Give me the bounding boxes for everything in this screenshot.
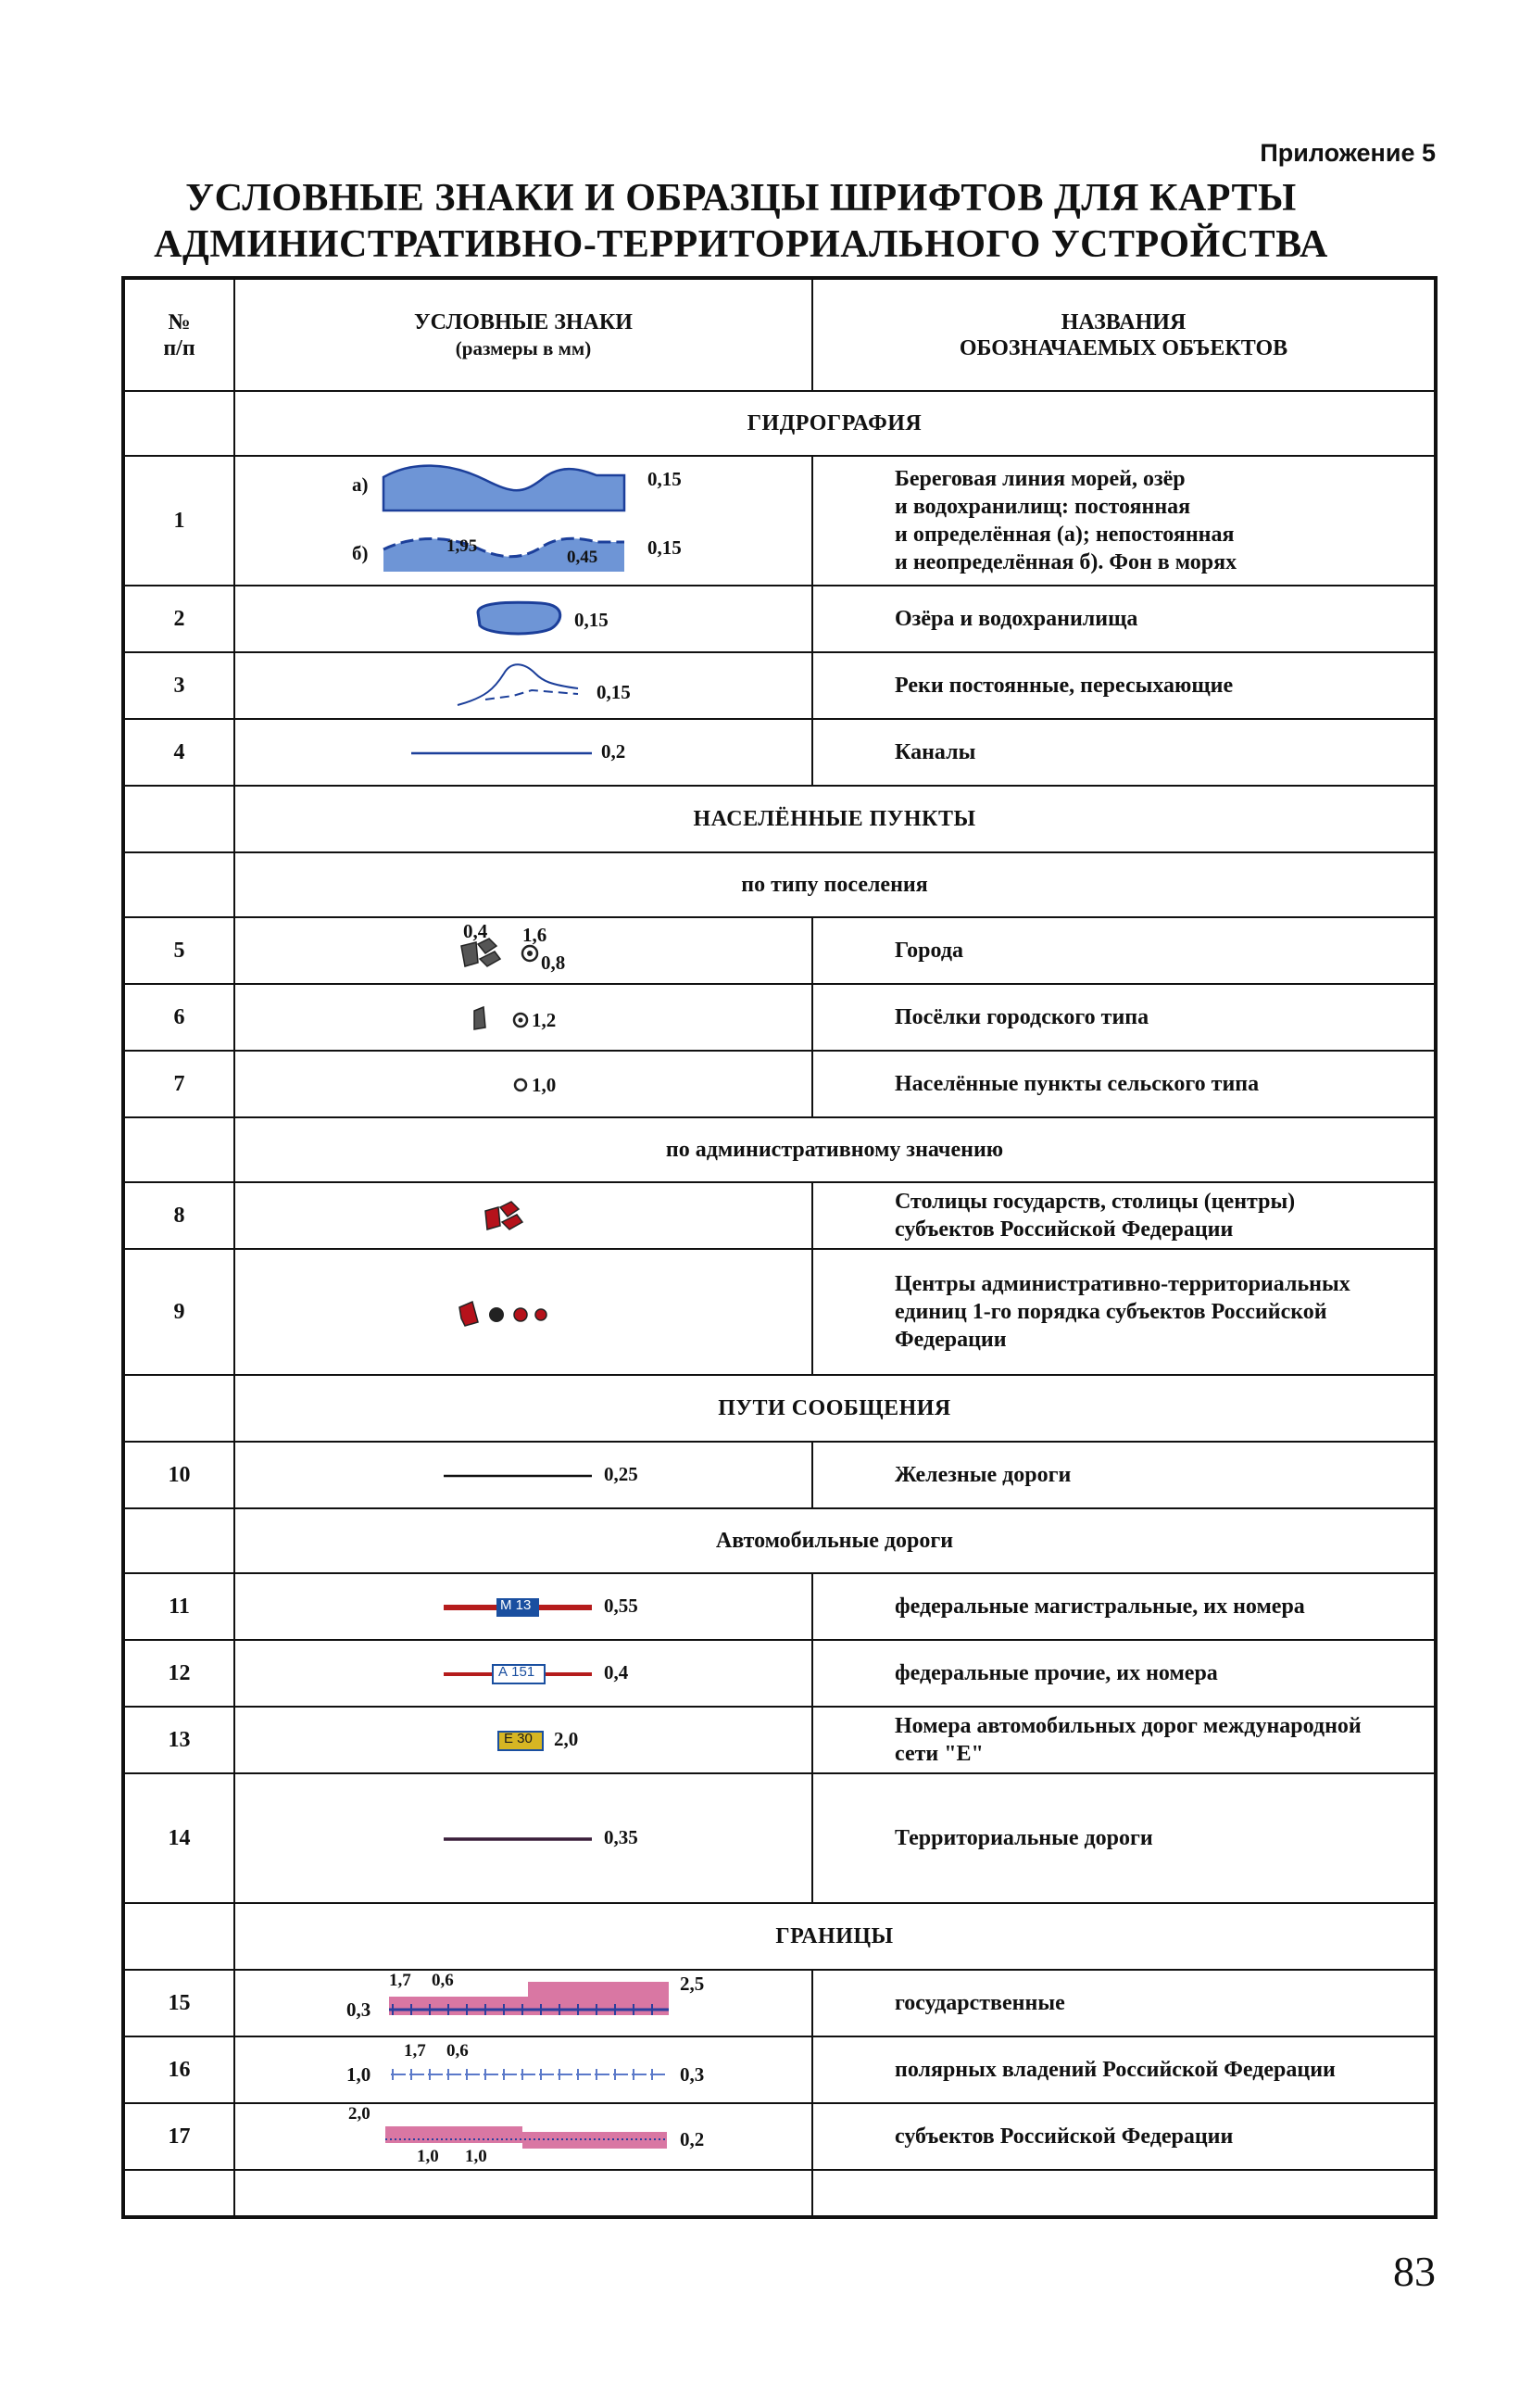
row-number: 17: [123, 2103, 234, 2170]
subsection-roads: Автомобильные дороги: [234, 1508, 1436, 1573]
label-band-width: 2,0: [348, 2104, 370, 2124]
table-row: [123, 1640, 1436, 1707]
row-number: 14: [123, 1773, 234, 1903]
lake-symbol: [235, 586, 811, 653]
name-lake: Озёра и водохранилища: [812, 586, 1436, 652]
label-width-b: 0,15: [647, 536, 682, 559]
name-coastline: [812, 456, 1436, 586]
symbol-capital: [234, 1182, 812, 1249]
label-dash: 1,7: [404, 2041, 426, 2061]
page-title-line2: АДМИНИСТРАТИВНО-ТЕРРИТОРИАЛЬНОГО УСТРОЙСТВА: [154, 223, 1328, 266]
name-subject-border: субъектов Российской Федерации: [812, 2103, 1436, 2170]
name-capital: [812, 1182, 1436, 1249]
polar-border-symbol: [235, 2037, 811, 2104]
table-row: [123, 1573, 1436, 1640]
empty-cell: [123, 1508, 234, 1573]
table-row: [123, 1182, 1436, 1249]
row-number: 9: [123, 1249, 234, 1375]
symbol-polar-border: [234, 2036, 812, 2103]
row-number: 3: [123, 652, 234, 719]
row-number: 4: [123, 719, 234, 786]
label-width: 0,55: [604, 1595, 638, 1617]
subsection-by-type: по типу поселения: [234, 852, 1436, 917]
symbol-federal-other-road: [234, 1640, 812, 1707]
row-number: 10: [123, 1442, 234, 1508]
header-signs-line2: (размеры в мм): [455, 336, 592, 359]
row-number: 11: [123, 1573, 234, 1640]
row-number: 5: [123, 917, 234, 984]
symbol-coastline: [234, 456, 812, 586]
name-line: Центры административно-территориальных: [895, 1272, 1350, 1296]
label-width: 0,35: [604, 1826, 638, 1848]
symbol-subject-border: [234, 2103, 812, 2170]
label-line-width: 0,2: [680, 2128, 705, 2150]
empty-cell: [123, 1375, 234, 1442]
table-row: [123, 1970, 1436, 2036]
table-row: [123, 586, 1436, 652]
header-num-line2: п/п: [163, 335, 195, 360]
empty-cell: [123, 786, 234, 852]
subsection-row: [123, 1508, 1436, 1573]
section-row-borders: [123, 1903, 1436, 1970]
symbol-urban-settlement: [234, 984, 812, 1051]
label-dash: 1,0: [417, 2147, 439, 2166]
name-line: Береговая линия морей, озёр: [895, 467, 1186, 491]
name-admin-centers: [812, 1249, 1436, 1375]
table-row: [123, 2103, 1436, 2170]
label-dash: 1,7: [389, 1971, 411, 1990]
label-width: 0,15: [574, 609, 609, 631]
label-inner: 0,8: [541, 952, 566, 974]
coastline-symbol: [235, 457, 811, 586]
label-tick: 1,0: [346, 2063, 371, 2086]
label-dash: 1,95: [446, 536, 478, 556]
section-ways: ПУТИ СООБЩЕНИЯ: [234, 1375, 1436, 1442]
name-river: Реки постоянные, пересыхающие: [812, 652, 1436, 719]
table-row: [123, 984, 1436, 1051]
table-row: [123, 719, 1436, 786]
table-row: [123, 1249, 1436, 1375]
name-state-border: государственные: [812, 1970, 1436, 2036]
label-gap: 0,4: [463, 920, 488, 942]
table-row: [123, 1442, 1436, 1508]
label-b: б): [352, 542, 369, 564]
empty-row: [123, 2170, 1436, 2217]
empty-cell: [123, 391, 234, 456]
name-line: и водохранилищ: постоянная: [895, 495, 1191, 519]
label-gap: 0,6: [446, 2041, 469, 2061]
label-diameter: 1,0: [532, 1074, 557, 1096]
name-line: Номера автомобильных дорог международной: [895, 1714, 1362, 1738]
railway-symbol: [235, 1443, 811, 1509]
label-gap: 0,45: [567, 548, 598, 567]
label-width: 0,25: [604, 1463, 638, 1485]
empty-cell: [123, 1117, 234, 1182]
row-number: 16: [123, 2036, 234, 2103]
label-line-width: 0,3: [680, 2063, 705, 2086]
name-urban-settlement: Посёлки городского типа: [812, 984, 1436, 1051]
header-names-line2: ОБОЗНАЧАЕМЫХ ОБЪЕКТОВ: [959, 335, 1288, 360]
urban-settlement-symbol: [235, 985, 811, 1052]
table-row: [123, 1773, 1436, 1903]
empty-cell: [123, 852, 234, 917]
label-band-width: 2,5: [680, 1973, 705, 1995]
section-row-hydro: [123, 391, 1436, 456]
label-line-width: 0,3: [346, 1998, 371, 2021]
label-diameter: 1,6: [522, 924, 547, 946]
label-diameter: 1,2: [532, 1009, 557, 1031]
table-row: [123, 652, 1436, 719]
section-hydro: ГИДРОГРАФИЯ: [234, 391, 1436, 456]
symbol-railway: [234, 1442, 812, 1508]
name-line: Столицы государств, столицы (центры): [895, 1190, 1296, 1214]
name-rural-settlement: Населённые пункты сельского типа: [812, 1051, 1436, 1117]
name-e-road: [812, 1707, 1436, 1773]
table-row: [123, 1051, 1436, 1117]
name-line: и неопределённая б). Фон в морях: [895, 550, 1237, 574]
empty-cell: [234, 2170, 812, 2217]
label-a: а): [352, 473, 369, 496]
page-number: 83: [1393, 2248, 1436, 2295]
symbol-admin-centers: [234, 1249, 812, 1375]
name-line: и определённая (а); непостоянная: [895, 523, 1235, 547]
name-polar-border: полярных владений Российской Федерации: [812, 2036, 1436, 2103]
header-signs: [234, 278, 812, 391]
admin-centers-symbol: [235, 1250, 811, 1376]
header-num: [123, 278, 234, 391]
canal-symbol: [235, 720, 811, 787]
symbol-territorial-road: [234, 1773, 812, 1903]
page-title-line1: УСЛОВНЫЕ ЗНАКИ И ОБРАЗЦЫ ШРИФТОВ ДЛЯ КАРТЫ: [185, 177, 1297, 220]
symbol-state-border: [234, 1970, 812, 2036]
rural-settlement-symbol: [235, 1052, 811, 1118]
table-row: [123, 917, 1436, 984]
empty-cell: [123, 2170, 234, 2217]
table-row: [123, 1707, 1436, 1773]
row-number: 8: [123, 1182, 234, 1249]
header-signs-line1: УСЛОВНЫЕ ЗНАКИ: [414, 309, 633, 334]
table-row: [123, 2036, 1436, 2103]
road-number-badge: А 151: [498, 1664, 535, 1680]
header-names: [812, 278, 1436, 391]
label-width: 0,4: [604, 1661, 629, 1683]
empty-cell: [812, 2170, 1436, 2217]
row-number: 6: [123, 984, 234, 1051]
name-line: субъектов Российской Федерации: [895, 1217, 1234, 1242]
territorial-road-symbol: [235, 1774, 811, 1904]
name-line: единиц 1-го порядка субъектов Российской: [895, 1300, 1327, 1324]
symbol-city: [234, 917, 812, 984]
name-territorial-road: Территориальные дороги: [812, 1773, 1436, 1903]
label-width: 0,15: [596, 681, 631, 703]
label-width: 0,2: [601, 740, 626, 763]
section-borders: ГРАНИЦЫ: [234, 1903, 1436, 1970]
state-border-symbol: [235, 1971, 811, 2037]
row-number: 2: [123, 586, 234, 652]
name-federal-other-road: федеральные прочие, их номера: [812, 1640, 1436, 1707]
section-settlements: НАСЕЛЁННЫЕ ПУНКТЫ: [234, 786, 1436, 852]
name-line: Федерации: [895, 1328, 1007, 1352]
symbol-canal: [234, 719, 812, 786]
symbol-rural-settlement: [234, 1051, 812, 1117]
row-number: 15: [123, 1970, 234, 2036]
name-line: сети "Е": [895, 1742, 984, 1766]
row-number: 1: [123, 456, 234, 586]
symbol-e-road: [234, 1707, 812, 1773]
header-names-line1: НАЗВАНИЯ: [1061, 309, 1187, 334]
row-number: 12: [123, 1640, 234, 1707]
road-number-badge: Е 30: [504, 1731, 533, 1746]
subsection-row: [123, 852, 1436, 917]
section-row-ways: [123, 1375, 1436, 1442]
subject-border-symbol: [235, 2104, 811, 2171]
name-canal: Каналы: [812, 719, 1436, 786]
row-number: 7: [123, 1051, 234, 1117]
symbol-river: [234, 652, 812, 719]
label-width-a: 0,15: [647, 468, 682, 490]
appendix-label: Приложение 5: [1260, 139, 1436, 167]
table-row: [123, 456, 1436, 586]
capital-symbol: [235, 1183, 811, 1250]
label-gap: 0,6: [432, 1971, 454, 1990]
empty-cell: [123, 1903, 234, 1970]
row-number: 13: [123, 1707, 234, 1773]
header-num-line1: №: [168, 309, 191, 334]
legend-table: [121, 276, 1438, 2219]
section-row-settlements: [123, 786, 1436, 852]
subsection-row: [123, 1117, 1436, 1182]
symbol-lake: [234, 586, 812, 652]
header-row: [123, 278, 1436, 391]
road-number-badge: М 13: [500, 1597, 532, 1613]
symbol-federal-main-road: [234, 1573, 812, 1640]
name-federal-main-road: федеральные магистральные, их номера: [812, 1573, 1436, 1640]
subsection-by-admin: по административному значению: [234, 1117, 1436, 1182]
river-symbol: [235, 653, 811, 720]
name-city: Города: [812, 917, 1436, 984]
label-gap: 1,0: [465, 2147, 487, 2166]
label-width: 2,0: [554, 1728, 579, 1750]
name-railway: Железные дороги: [812, 1442, 1436, 1508]
